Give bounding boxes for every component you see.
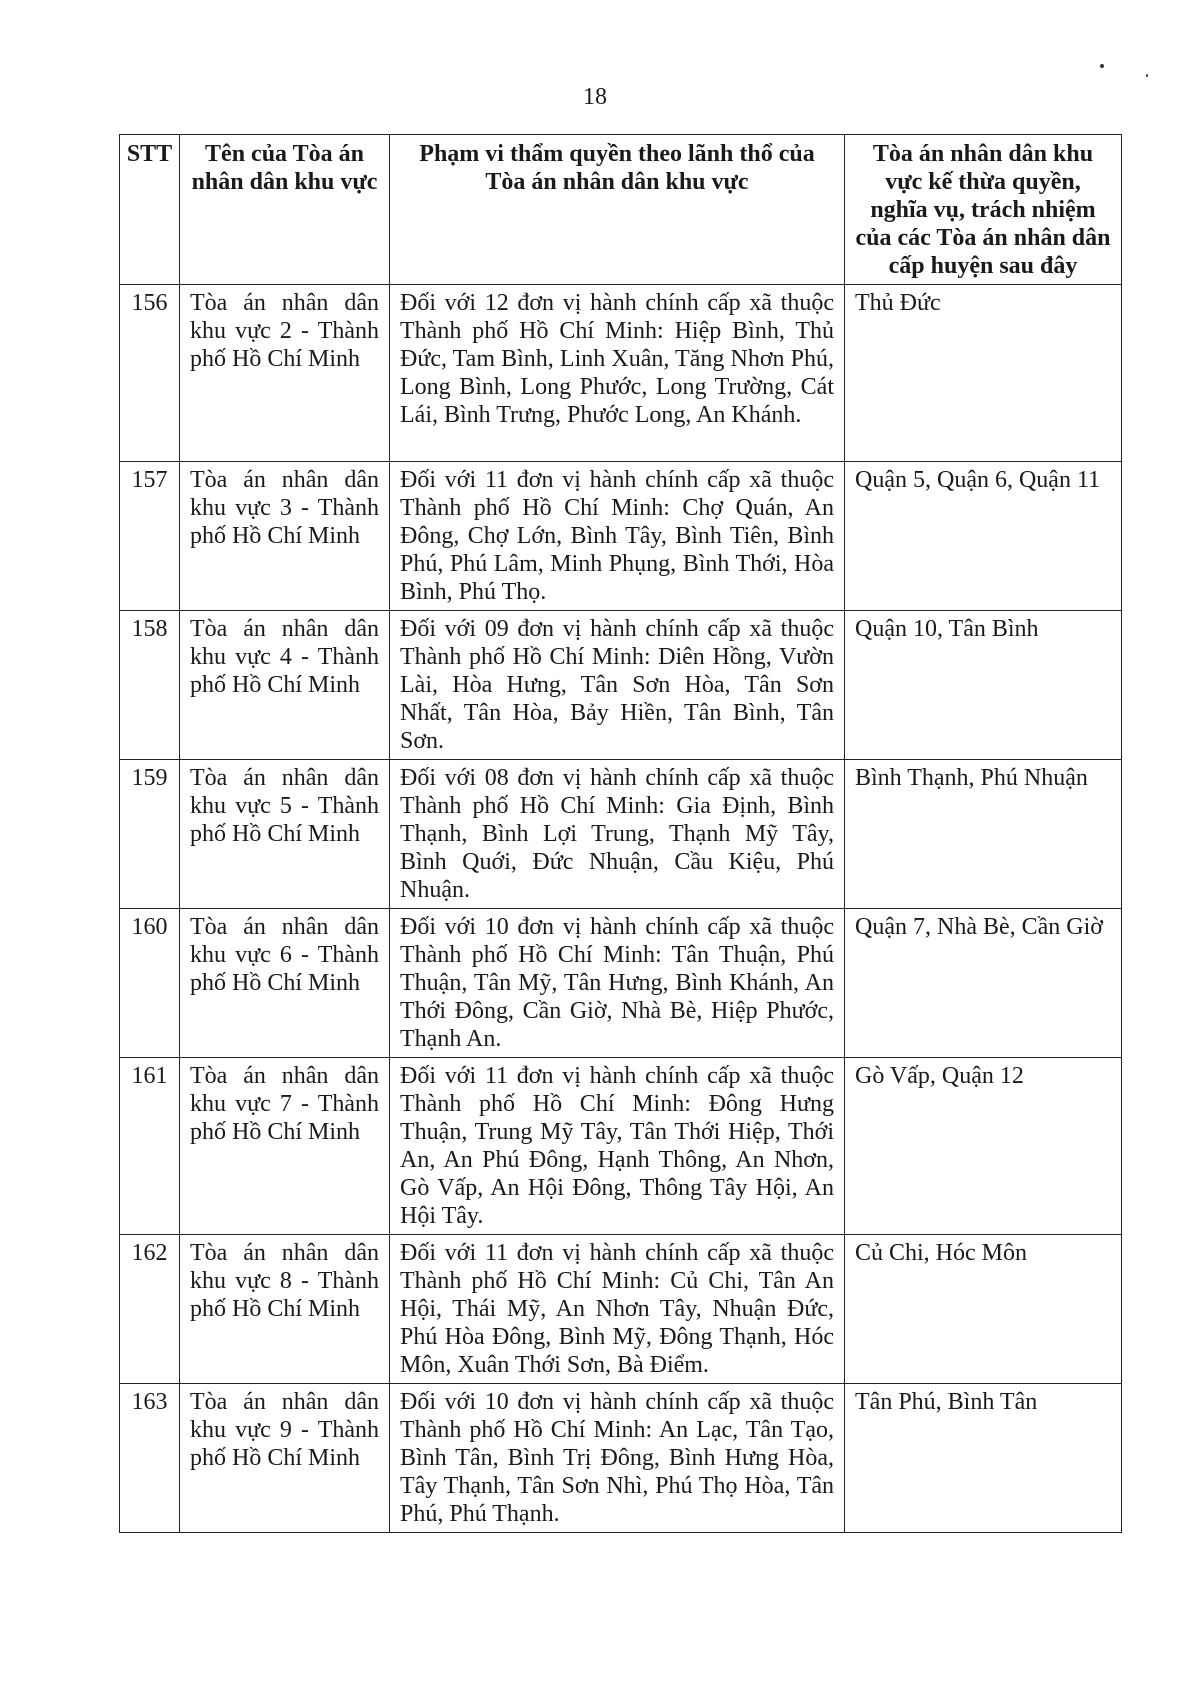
- table-row: [120, 1384, 1122, 1533]
- row-court-name: Tòa án nhân dân khu vực 7 - Thành phố Hồ Chí Minh: [180, 1058, 390, 1235]
- page-number: 18: [583, 84, 607, 110]
- row-court-name: Tòa án nhân dân khu vực 2 - Thành phố Hồ Chí Minh: [180, 285, 390, 462]
- table-row: [120, 611, 1122, 760]
- row-stt: 160: [120, 909, 180, 1058]
- header-successor-courts: Tòa án nhân dân khu vực kế thừa quyền, nghĩa vụ, trách nhiệm của các Tòa án nhân dân cấp huyện sau đây: [845, 135, 1122, 285]
- row-court-name: Tòa án nhân dân khu vực 4 - Thành phố Hồ Chí Minh: [180, 611, 390, 760]
- row-jurisdiction-scope: Đối với 10 đơn vị hành chính cấp xã thuộc Thành phố Hồ Chí Minh: Tân Thuận, Phú Thuận, Tân Mỹ, Tân Hưng, Bình Khánh, An Thới Đông, Cần Giờ, Nhà Bè, Hiệp Phước, Thạnh An.: [390, 909, 845, 1058]
- header-row: [120, 135, 1122, 285]
- row-court-name: Tòa án nhân dân khu vực 6 - Thành phố Hồ Chí Minh: [180, 909, 390, 1058]
- row-jurisdiction-scope: Đối với 10 đơn vị hành chính cấp xã thuộc Thành phố Hồ Chí Minh: An Lạc, Tân Tạo, Bình Tân, Bình Trị Đông, Bình Hưng Hòa, Tây Thạnh, Tân Sơn Nhì, Phú Thọ Hòa, Tân Phú, Phú Thạnh.: [390, 1384, 845, 1533]
- row-jurisdiction-scope: Đối với 11 đơn vị hành chính cấp xã thuộc Thành phố Hồ Chí Minh: Chợ Quán, An Đông, Chợ Lớn, Bình Tây, Bình Tiên, Bình Phú, Phú Lâm, Minh Phụng, Bình Thới, Hòa Bình, Phú Thọ.: [390, 462, 845, 611]
- row-jurisdiction-scope: Đối với 12 đơn vị hành chính cấp xã thuộc Thành phố Hồ Chí Minh: Hiệp Bình, Thủ Đức, Tam Bình, Linh Xuân, Tăng Nhơn Phú, Long Bình, Long Phước, Long Trường, Cát Lái, Bình Trưng, Phước Long, An Khánh.: [390, 285, 845, 462]
- scan-speck: [1146, 74, 1148, 77]
- row-stt: 156: [120, 285, 180, 462]
- row-court-name: Tòa án nhân dân khu vực 5 - Thành phố Hồ Chí Minh: [180, 760, 390, 909]
- row-stt: 159: [120, 760, 180, 909]
- row-jurisdiction-scope: Đối với 11 đơn vị hành chính cấp xã thuộc Thành phố Hồ Chí Minh: Củ Chi, Tân An Hội, Thái Mỹ, An Nhơn Tây, Nhuận Đức, Phú Hòa Đông, Bình Mỹ, Đông Thạnh, Hóc Môn, Xuân Thới Sơn, Bà Điểm.: [390, 1235, 845, 1384]
- row-jurisdiction-scope: Đối với 09 đơn vị hành chính cấp xã thuộc Thành phố Hồ Chí Minh: Diên Hồng, Vườn Lài, Hòa Hưng, Tân Sơn Hòa, Tân Sơn Nhất, Tân Hòa, Bảy Hiền, Tân Bình, Tân Sơn.: [390, 611, 845, 760]
- row-successor-courts: Củ Chi, Hóc Môn: [845, 1235, 1122, 1384]
- table-row: [120, 285, 1122, 462]
- court-jurisdiction-table: [119, 134, 1122, 1533]
- header-court-name: Tên của Tòa án nhân dân khu vực: [180, 135, 390, 285]
- row-successor-courts: Quận 7, Nhà Bè, Cần Giờ: [845, 909, 1122, 1058]
- row-court-name: Tòa án nhân dân khu vực 8 - Thành phố Hồ Chí Minh: [180, 1235, 390, 1384]
- row-successor-courts: Thủ Đức: [845, 285, 1122, 462]
- row-jurisdiction-scope: Đối với 08 đơn vị hành chính cấp xã thuộc Thành phố Hồ Chí Minh: Gia Định, Bình Thạnh, Bình Lợi Trung, Thạnh Mỹ Tây, Bình Quới, Đức Nhuận, Cầu Kiệu, Phú Nhuận.: [390, 760, 845, 909]
- row-court-name: Tòa án nhân dân khu vực 3 - Thành phố Hồ Chí Minh: [180, 462, 390, 611]
- table-body: [120, 285, 1122, 1533]
- row-successor-courts: Tân Phú, Bình Tân: [845, 1384, 1122, 1533]
- row-jurisdiction-scope: Đối với 11 đơn vị hành chính cấp xã thuộc Thành phố Hồ Chí Minh: Đông Hưng Thuận, Trung Mỹ Tây, Tân Thới Hiệp, Thới An, An Phú Đông, Hạnh Thông, An Nhơn, Gò Vấp, An Hội Đông, Thông Tây Hội, An Hội Tây.: [390, 1058, 845, 1235]
- table-row: [120, 760, 1122, 909]
- row-stt: 162: [120, 1235, 180, 1384]
- table-row: [120, 1235, 1122, 1384]
- row-successor-courts: Quận 10, Tân Bình: [845, 611, 1122, 760]
- row-court-name: Tòa án nhân dân khu vực 9 - Thành phố Hồ Chí Minh: [180, 1384, 390, 1533]
- row-stt: 161: [120, 1058, 180, 1235]
- header-stt: STT: [120, 135, 180, 285]
- row-stt: 158: [120, 611, 180, 760]
- scan-speck: [1100, 64, 1104, 68]
- table-row: [120, 462, 1122, 611]
- row-stt: 163: [120, 1384, 180, 1533]
- row-successor-courts: Bình Thạnh, Phú Nhuận: [845, 760, 1122, 909]
- table-row: [120, 909, 1122, 1058]
- table-row: [120, 1058, 1122, 1235]
- header-jurisdiction-scope: Phạm vi thẩm quyền theo lãnh thổ của Tòa án nhân dân khu vực: [390, 135, 845, 285]
- table-header: [120, 135, 1122, 285]
- row-successor-courts: Quận 5, Quận 6, Quận 11: [845, 462, 1122, 611]
- row-stt: 157: [120, 462, 180, 611]
- row-successor-courts: Gò Vấp, Quận 12: [845, 1058, 1122, 1235]
